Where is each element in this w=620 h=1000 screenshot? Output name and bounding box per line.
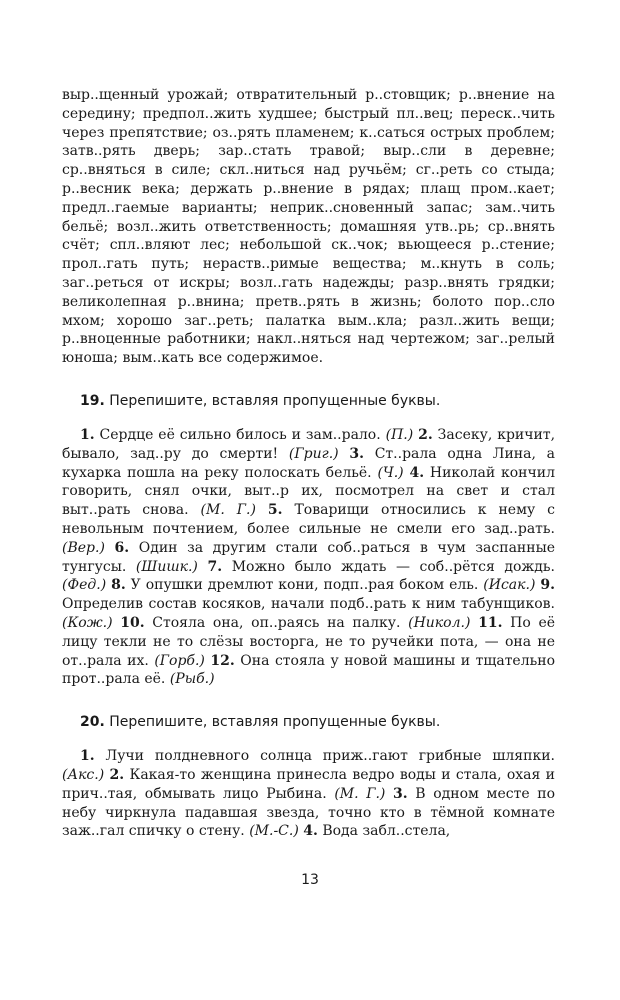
author-source: (Вер.) xyxy=(62,539,105,556)
sentence-number: 1. xyxy=(80,748,95,765)
sentence-text: Один за другим стали соб..раться в чум заспанные тунгусы. xyxy=(62,539,556,575)
sentence-number: 2. xyxy=(418,426,433,443)
task-20-text xyxy=(62,747,555,841)
sentence-text: Она стояла у новой машины и тщательно прот..рала её. xyxy=(62,652,555,688)
author-source: (Исак.) xyxy=(483,577,536,594)
sentence-number: 7. xyxy=(207,558,223,575)
sentence-number: 11. xyxy=(478,614,503,631)
sentence-number: 5. xyxy=(267,502,283,519)
page-number: 13 xyxy=(301,872,319,888)
sentence-number: 4. xyxy=(409,464,425,481)
task-20-instruction: Перепишите, вставляя пропущенные буквы. xyxy=(109,714,441,731)
task-19-instruction: Перепишите, вставляя пропущенные буквы. xyxy=(109,392,441,409)
sentence-number: 6. xyxy=(114,539,130,556)
author-source: (Никол.) xyxy=(408,614,471,631)
sentence-number: 9. xyxy=(540,577,556,594)
sentence-text: Товарищи относились к нему с невольным почтением, более сильные не смели его зад..рать. xyxy=(62,502,556,537)
sentence-number: 1. xyxy=(80,426,95,443)
author-source: (М. Г.) xyxy=(334,785,386,802)
task-19-header xyxy=(80,392,555,410)
author-source: (Григ.) xyxy=(288,445,339,462)
sentence-number: 3. xyxy=(349,445,364,462)
sentence-text: В одном месте по небу чиркнула падавшая звезда, точно кто в тёмной комнате заж..гал спичку о стену. xyxy=(62,785,556,840)
task-19-number: 19. xyxy=(80,392,105,409)
author-source: (М. Г.) xyxy=(200,502,256,519)
sentence-text: Какая-то женщина принесла ведро воды и стала, охая и прич..тая, обмывать лицо Рыбина. xyxy=(62,766,556,802)
sentence-text: Определив состав косяков, начали подб..рать к ним табунщиков. xyxy=(62,596,555,613)
author-source: (Фед.) xyxy=(62,577,107,594)
author-source: (Кож.) xyxy=(62,614,113,631)
sentence-text: Засеку, кричит, бывало, зад..ру до смерти! xyxy=(62,426,556,462)
sentence-text: У опушки дремлют кони, подп..рая боком ель. xyxy=(125,577,484,594)
word-list-paragraph: выр..щенный урожай; отвратительный р..стовщик; р..внение на середину; предпол..жить худшее; быстрый пл..вец; переск..чить через препятствие; оз..рять пламенем; к..саться острых проблем; затв..рять дверь; зар..стать травой; выр..сли в деревне; ср..вняться в силе; скл..ниться над ручьём; сг..реть со стыда; р..весник века; держать р..внение в рядах; плащ пром..кает; предл..гаемые варианты; неприк..сновенный запас; зам..чить бельё; возл..жить ответственность; домашняя утв..рь; ср..внять счёт; спл..вляют лес; небольшой ск..чок; вьющееся р..стение; прол..гать путь; нераств..римые вещества; м..кнуть в соль; заг..реться от искры; возл..гать надежды; разр..внять грядки; великолепная р..внина; претв..рять в жизнь; болото пор..сло мхом; хорошо заг..реть; палатка вым..кла; разл..жить вещи; р..вноценные работники; накл..няться над чертежом; заг..релый юноша; вым..кать все содержимое. xyxy=(62,87,555,367)
sentence-text: Стояла она, оп..раясь на палку. xyxy=(144,614,409,631)
sentence-text: Лучи полдневного солнца приж..гают грибные шляпки. xyxy=(94,748,555,765)
task-20-header xyxy=(80,713,555,731)
sentence-number: 8. xyxy=(111,577,126,594)
page-content xyxy=(62,86,555,841)
sentence-text: Ст..рала одна Лина, а кухарка пошла на реку полоскать бельё. xyxy=(62,445,556,481)
sentence-number: 12. xyxy=(210,652,235,669)
sentence-text: Вода забл..стела, xyxy=(317,823,451,840)
author-source: (Акс.) xyxy=(62,766,105,783)
author-source: (М.-С.) xyxy=(249,823,299,840)
sentence-text: Николай кончил говорить, снял очки, выт..р их, посмотрел на свет и стал выт..рать снова. xyxy=(62,464,555,519)
author-source: (П.) xyxy=(385,426,414,443)
task-20-number: 20. xyxy=(80,714,105,731)
sentence-number: 3. xyxy=(393,785,408,802)
sentence-number: 10. xyxy=(120,614,145,631)
sentence-text: Можно было ждать — соб..рётся дождь. xyxy=(222,558,556,575)
author-source: (Горб.) xyxy=(154,652,205,669)
author-source: (Шишк.) xyxy=(135,558,198,575)
author-source: (Рыб.) xyxy=(169,671,215,688)
sentence-number: 4. xyxy=(303,823,318,840)
sentence-text: Сердце её сильно билось и зам..рало. xyxy=(94,426,386,443)
sentence-number: 2. xyxy=(109,766,125,783)
author-source: (Ч.) xyxy=(377,464,404,481)
task-19-text xyxy=(62,426,555,689)
sentence-text: По её лицу текли не то слёзы восторга, не то ручейки пота, — она не от..рала их. xyxy=(62,614,556,669)
